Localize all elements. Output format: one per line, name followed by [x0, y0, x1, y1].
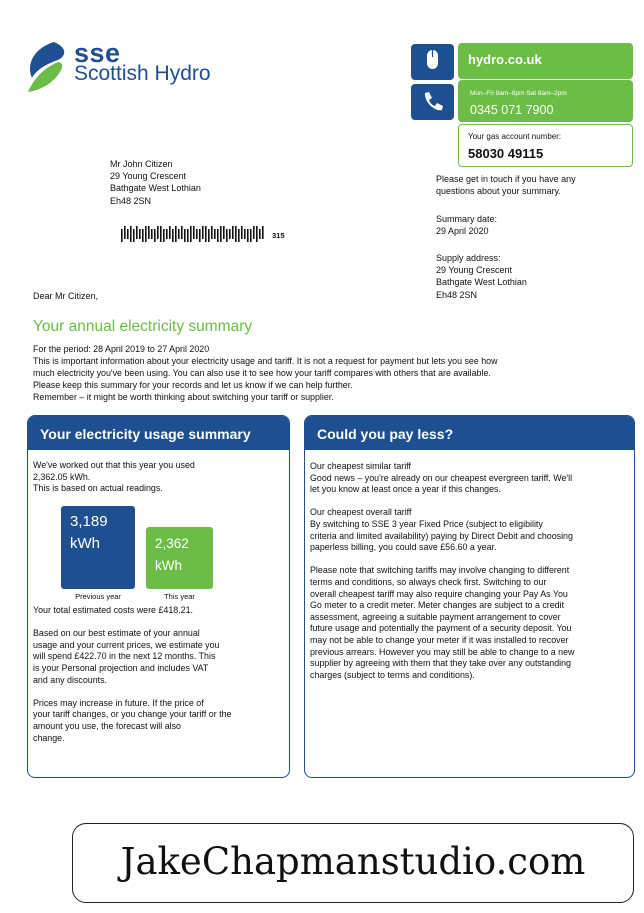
postal-barcode	[121, 226, 266, 240]
this-year-caption: This year	[164, 592, 195, 601]
total-cost-text: Your total estimated costs were £418.21.	[33, 605, 194, 615]
website-link[interactable]: hydro.co.uk	[468, 52, 542, 67]
note-line: charges (subject to terms and conditions).	[310, 669, 475, 680]
pay-less-panel	[304, 415, 635, 778]
account-label: Your gas account number:	[468, 132, 562, 141]
recipient-address	[110, 158, 201, 207]
usage-intro-line: We've worked out that this year you used	[33, 460, 195, 470]
prices-line: your tariff changes, or you change your tariff or the	[33, 709, 232, 720]
note-line: overall cheapest tariff may also require changing your Pay As You	[310, 588, 568, 599]
intro-paragraph	[33, 344, 613, 404]
overall-tariff-line: criteria and limited availability) paying by Direct Debit and choosing	[310, 530, 573, 541]
projection-line: will spend £422.70 in the next 12 months. This	[33, 651, 216, 662]
get-in-touch-line: questions about your summary.	[436, 186, 561, 197]
overall-tariff-line: By switching to SSE 3 year Fixed Price (subject to eligibility	[310, 518, 543, 529]
summary-date-label: Summary date:	[436, 214, 498, 224]
previous-year-bar	[61, 506, 135, 589]
summary-date: 29 April 2020	[436, 226, 489, 237]
get-in-touch-text	[436, 173, 576, 197]
logo-text-scottish-hydro: Scottish Hydro	[74, 62, 211, 85]
sse-swirl-icon	[24, 40, 70, 96]
greeting: Dear Mr Citizen,	[33, 291, 99, 301]
note-line: Please note that switching tariffs may involve changing to different	[310, 565, 570, 576]
pay-less-title: Could you pay less?	[305, 416, 634, 450]
similar-tariff-section	[310, 461, 628, 496]
this-year-value: 2,362	[155, 536, 189, 551]
usage-intro-line: This is based on actual readings.	[33, 483, 163, 494]
previous-year-caption: Previous year	[75, 592, 121, 601]
supply-address-line: 29 Young Crescent	[436, 265, 513, 276]
address-line: Eh48 2SN	[110, 195, 152, 206]
overall-tariff-section	[310, 507, 628, 553]
note-line: may not be able to change your meter if it was installed to recover	[310, 634, 569, 645]
website-icon-box	[411, 44, 454, 80]
summary-date-block	[436, 213, 497, 237]
usage-intro-line: 2,362.05 kWh.	[33, 471, 91, 482]
pay-less-body	[310, 461, 628, 693]
similar-tariff-heading: Our cheapest similar tariff	[310, 461, 411, 471]
intro-line: Remember – it might be worth thinking about switching your tariff or supplier.	[33, 391, 334, 402]
note-line: terms and conditions, so always check first. Switching to our	[310, 576, 547, 587]
address-line: Mr John Citizen	[110, 159, 173, 169]
prices-line: amount you use, the forecast will also	[33, 720, 181, 731]
supply-address-line: Eh48 2SN	[436, 289, 478, 300]
logo-text-sse: sse	[74, 38, 121, 68]
prices-line: change.	[33, 732, 65, 743]
this-year-unit: kWh	[155, 558, 182, 573]
mouse-icon	[411, 44, 454, 80]
usage-intro	[33, 460, 283, 495]
supply-address-block	[436, 252, 527, 301]
note-line: future usage and potentially the payment of a security deposit. You	[310, 623, 572, 634]
supply-address-label: Supply address:	[436, 253, 501, 263]
usage-panel-title: Your electricity usage summary	[28, 416, 289, 450]
opening-hours: Mon–Fri 8am–8pm Sat 8am–2pm	[470, 90, 567, 97]
address-line: Bathgate West Lothian	[110, 183, 201, 194]
intro-line: This is important information about your electricity usage and tariff. It is not a request for payment but lets you see how	[33, 355, 498, 366]
phone-number[interactable]: 0345 071 7900	[470, 103, 554, 117]
this-year-bar	[146, 527, 213, 589]
switching-note	[310, 565, 628, 681]
note-line: Go meter to a credit meter. Meter changes are subject to a credit	[310, 600, 565, 611]
phone-icon	[411, 84, 454, 120]
projection-line: is your Personal projection and includes VAT	[33, 662, 209, 673]
intro-line: much electricity you've been using. You can also use it to see how your tariff compares with others that are available.	[33, 367, 491, 378]
projection-line: and any discounts.	[33, 674, 108, 685]
website-box[interactable]	[458, 43, 633, 79]
summary-heading: Your annual electricity summary	[33, 318, 253, 335]
phone-icon-box	[411, 84, 454, 120]
account-number-box	[458, 124, 633, 167]
address-line: 29 Young Crescent	[110, 171, 187, 182]
overall-tariff-heading: Our cheapest overall tariff	[310, 507, 412, 518]
note-line: supplier by agreeing with them that they take over any outstanding	[310, 658, 571, 669]
phone-box	[458, 80, 633, 122]
projection-line: usage and your current prices, we estimate you	[33, 639, 220, 650]
intro-line: For the period: 28 April 2019 to 27 April 2020	[33, 344, 210, 354]
similar-tariff-line: let you know at least once a year if this changes.	[310, 484, 501, 495]
previous-year-value: 3,189	[70, 513, 108, 530]
barcode-icon	[121, 226, 266, 242]
supply-address-line: Bathgate West Lothian	[436, 277, 527, 288]
get-in-touch-line: Please get in touch if you have any	[436, 174, 576, 184]
watermark-text: JakeChapmanstudio.com	[120, 840, 586, 883]
usage-summary-panel	[27, 415, 290, 778]
watermark-box	[72, 823, 634, 903]
barcode-number: 315	[272, 231, 285, 240]
projection-text	[33, 628, 283, 686]
sse-logo	[24, 38, 214, 98]
overall-tariff-line: paperless billing, you could save £56.60 a year.	[310, 542, 497, 553]
account-number: 58030 49115	[468, 146, 544, 161]
similar-tariff-line: Good news – you're already on our cheapest evergreen tariff. We'll	[310, 472, 573, 483]
intro-line: Please keep this summary for your records and let us know if we can help further.	[33, 379, 353, 390]
note-line: previous arrears. However you may still be able to change to a new	[310, 646, 575, 657]
note-line: assessment, agreeing a suitable payment arrangement to cover	[310, 611, 561, 622]
prices-text	[33, 698, 283, 744]
usage-costs	[33, 605, 283, 756]
prices-line: Prices may increase in future. If the price of	[33, 697, 204, 708]
projection-line: Based on our best estimate of your annual	[33, 628, 200, 639]
previous-year-unit: kWh	[70, 535, 100, 552]
